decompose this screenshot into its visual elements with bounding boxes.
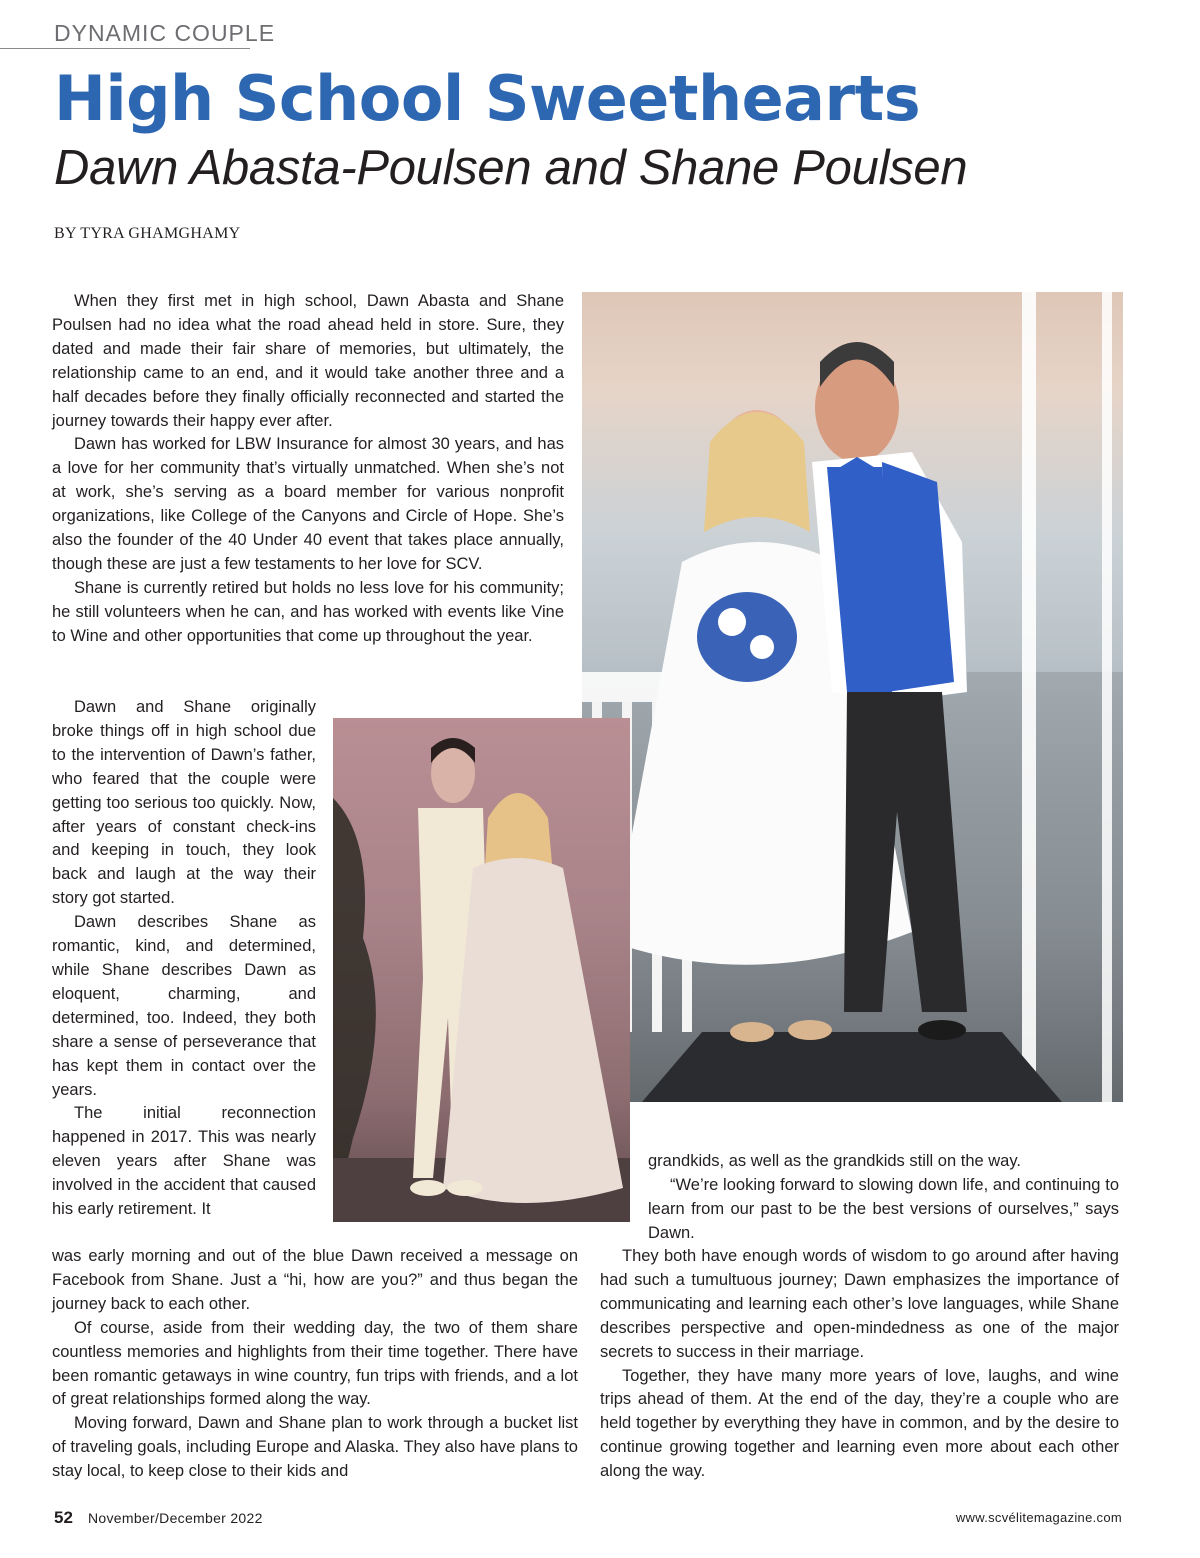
paragraph: Together, they have many more years of love, laughs, and wine trips ahead of them. At the end of the day, they’re a couple who are held together by everything they have in common, and by the desire to continue growing together and learning even more about each other along the way. xyxy=(600,1366,1119,1481)
wedding-photo-illustration xyxy=(582,292,1123,1102)
paragraph: They both have enough words of wisdom to go around after having had such a tumultuous journey; Dawn emphasizes the importance of communicating and learning each other’s love languages, while Shane describes perspective and open-mindedness as one of the major secrets to success in their marriage. xyxy=(600,1247,1119,1361)
body-bottom-left xyxy=(52,1245,578,1484)
prom-photo xyxy=(333,718,630,1222)
prom-photo-illustration xyxy=(333,718,630,1222)
issue-date: November/December 2022 xyxy=(88,1510,263,1526)
paragraph: When they first met in high school, Dawn Abasta and Shane Poulsen had no idea what the road ahead held in store. Sure, they dated and made their fair share of memories, but ultimately, the relationship came to an end, and it would take another three and a half decades before they finally officially reconnected and started the journey towards their happy ever after. xyxy=(52,292,564,430)
paragraph: Of course, aside from their wedding day, the two of them share countless memories and highlights from their time together. There have been romantic getaways in wine country, fun trips with friends, and a lot of great relationships formed along the way. xyxy=(52,1318,578,1409)
body-top xyxy=(52,290,564,649)
page-number: 52 xyxy=(54,1508,73,1527)
paragraph: Dawn describes Shane as romantic, kind, and determined, while Shane describes Dawn as eloquent, charming, and determined, too. Indeed, they both share a sense of perseverance that has kept them in contact over the years. xyxy=(52,913,316,1099)
paragraph: grandkids, as well as the grandkids still on the way. xyxy=(648,1152,1021,1170)
paragraph: Dawn and Shane originally broke things off in high school due to the intervention of Dawn’s father, who feared that the couple were getting too serious too quickly. Now, after years of constant check-ins and keeping in touch, they look back and laugh at the way their story got started. xyxy=(52,698,316,908)
body-right-wide xyxy=(600,1245,1119,1484)
body-narrow xyxy=(52,696,316,1222)
paragraph: Moving forward, Dawn and Shane plan to work through a bucket list of traveling goals, including Europe and Alaska. They also have plans to stay local, to keep close to their kids and xyxy=(52,1414,578,1481)
headline: High School Sweethearts xyxy=(54,62,921,135)
byline: BY TYRA GHAMGHAMY xyxy=(54,225,241,242)
paragraph: Dawn has worked for LBW Insurance for almost 30 years, and has a love for her community that’s virtually unmatched. When she’s not at work, she’s serving as a board member for various nonprofit organizations, like College of the Canyons and Circle of Hope. She’s also the founder of the 40 Under 40 event that takes place annually, though these are just a few testaments to her love for SCV. xyxy=(52,435,564,573)
subhead: Dawn Abasta-Poulsen and Shane Poulsen xyxy=(54,141,968,195)
paragraph: was early morning and out of the blue Dawn received a message on Facebook from Shane. Just a “hi, how are you?” and thus began the journey back to each other. xyxy=(52,1247,578,1313)
body-right-narrow xyxy=(648,1150,1119,1246)
magazine-url: www.scvélitemagazine.com xyxy=(955,1510,1122,1525)
paragraph: “We’re looking forward to slowing down life, and continuing to learn from our past to be the best versions of ourselves,” says Dawn. xyxy=(648,1175,1119,1242)
wedding-photo xyxy=(582,292,1123,1102)
paragraph: The initial reconnection happened in 2017. This was nearly eleven years after Shane was involved in the accident that caused his early retirement. It xyxy=(52,1104,316,1219)
paragraph: Shane is currently retired but holds no less love for his community; he still volunteers when he can, and has worked with events like Vine to Wine and other opportunities that come up throughout the year. xyxy=(52,578,564,645)
section-rule xyxy=(0,48,250,49)
section-tag: DYNAMIC COUPLE xyxy=(54,20,276,46)
